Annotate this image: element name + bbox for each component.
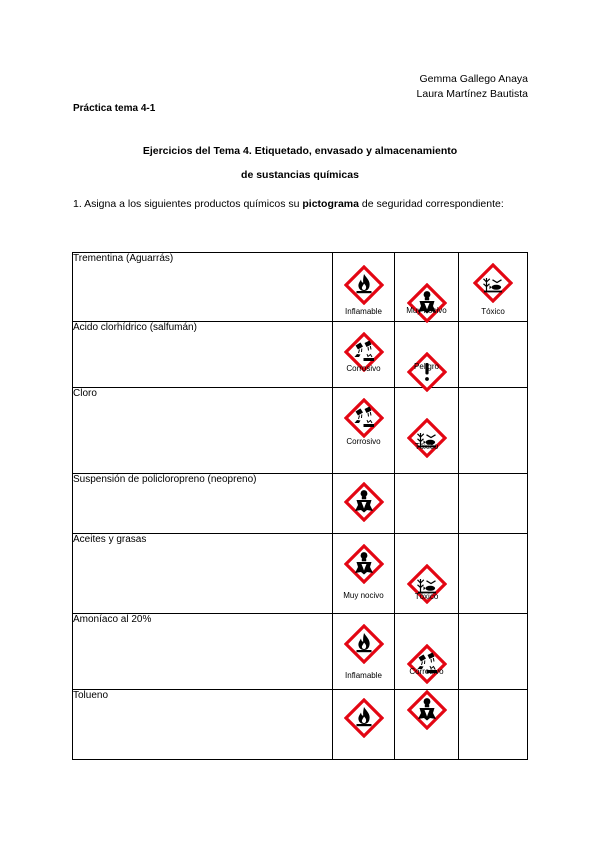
pictogram-cell [333, 614, 395, 690]
table-row [73, 474, 528, 534]
pictogram-label: Corrosivo [346, 364, 381, 373]
pictogram-cell [395, 690, 459, 760]
heading-line-1: Ejercicios del Tema 4. Etiquetado, envasado y almacenamiento [142, 145, 458, 157]
pictogram-cell [333, 253, 395, 322]
flame-icon [333, 624, 394, 669]
question-after: de seguridad correspondiente: [359, 198, 504, 210]
pictogram-cell [395, 388, 459, 474]
authors [417, 72, 528, 102]
practice-title: Práctica tema 4-1 [73, 103, 156, 114]
author-2: Laura Martínez Bautista [416, 88, 528, 100]
question-before: 1. Asigna a los siguientes productos químicos su [73, 198, 303, 210]
health-hazard-icon [333, 544, 394, 589]
pictogram-cell [459, 322, 528, 388]
pictogram-cell [395, 322, 459, 388]
table-row [73, 388, 528, 474]
pictogram-cell [333, 388, 395, 474]
pictogram-table [72, 252, 528, 760]
pictogram-label: Corrosivo [409, 667, 444, 676]
question-keyword: pictograma [302, 198, 359, 210]
table-row [73, 322, 528, 388]
pictogram-label: Inflamable [345, 671, 382, 680]
environment-icon [395, 564, 458, 609]
flame-icon [333, 265, 394, 310]
health-hazard-icon [333, 482, 394, 527]
pictogram-label: Tóxico [414, 592, 439, 601]
table-row [73, 690, 528, 760]
product-name: Ácido clorhídrico (salfumán) [73, 322, 333, 388]
pictogram-label: Inflamable [345, 307, 382, 316]
pictogram-cell [395, 474, 459, 534]
table-row [73, 253, 528, 322]
pictogram-label: Muy nocivo [343, 591, 384, 600]
pictogram-cell [459, 474, 528, 534]
pictogram-label: Muy nocivo [406, 306, 447, 315]
pictogram-label: Tóxico [414, 442, 439, 451]
pictogram-cell [333, 322, 395, 388]
question-text [73, 198, 525, 211]
heading-line-2: de sustancias químicas [241, 169, 359, 181]
environment-icon [459, 263, 527, 308]
pictogram-cell [333, 690, 395, 760]
product-name: Amoníaco al 20% [73, 614, 333, 690]
product-name: Cloro [73, 388, 333, 474]
author-1: Gemma Gallego Anaya [419, 73, 528, 85]
table-row [73, 534, 528, 614]
pictogram-label: Peligro [414, 362, 439, 371]
pictogram-cell [459, 253, 528, 322]
pictogram-label: Corrosivo [346, 437, 381, 446]
environment-icon [395, 418, 458, 463]
table-row [73, 614, 528, 690]
pictogram-cell [395, 253, 459, 322]
pictogram-cell [333, 534, 395, 614]
product-name: Suspensión de policloropreno (neopreno) [73, 474, 333, 534]
pictogram-cell [395, 614, 459, 690]
product-name: Tolueno [73, 690, 333, 760]
pictogram-cell [395, 534, 459, 614]
pictogram-cell [333, 474, 395, 534]
pictogram-cell [459, 534, 528, 614]
pictogram-cell [459, 388, 528, 474]
pictogram-cell [459, 690, 528, 760]
flame-icon [333, 698, 394, 743]
product-name: Aceites y grasas [73, 534, 333, 614]
health-hazard-icon [395, 690, 458, 735]
pictogram-label: Tóxico [481, 307, 505, 316]
product-name: Trementina (Aguarrás) [73, 253, 333, 322]
pictogram-cell [459, 614, 528, 690]
